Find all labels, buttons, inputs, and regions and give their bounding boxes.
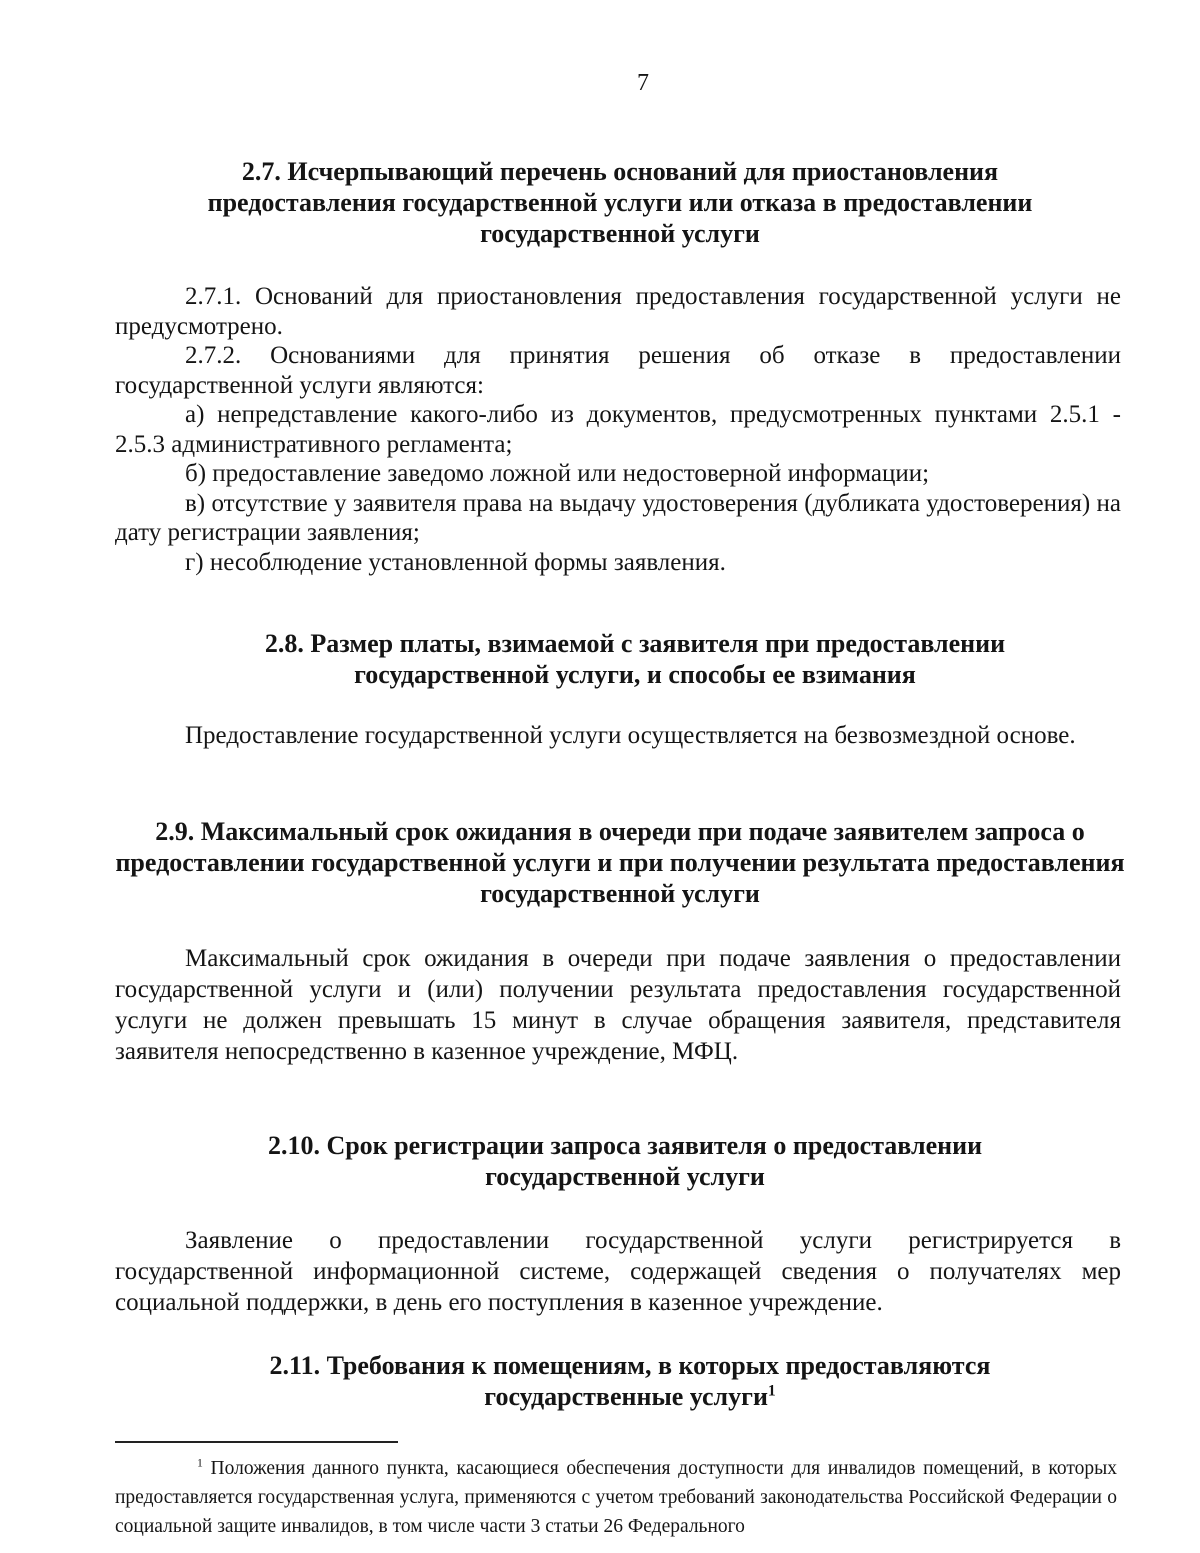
list-item-b: б) предоставление заведомо ложной или недостоверной информации;: [185, 460, 930, 487]
footnote-reference[interactable]: 1: [767, 1382, 776, 1400]
paragraph-2-10: Заявление о предоставлении государственной услуги регистрируется в государственной информационной системе, содержащей сведения о получателях мер социальной поддержки, в день его поступления в казенное учреждение.: [115, 1227, 1121, 1316]
section-2-7-heading: 2.7. Исчерпывающий перечень оснований для приостановления предоставления государственной услуги или отказа в предоставлении государственной услуги: [207, 157, 1033, 248]
section-2-10-heading: 2.10. Срок регистрации запроса заявителя о предоставлении государственной услуги: [267, 1131, 983, 1191]
section-2-11-title: 2.11. Требования к помещениям, в которых предоставляются государственные услуги: [269, 1351, 991, 1411]
list-item-g: г) несоблюдение установленной формы заявления.: [185, 548, 726, 576]
section-2-10-body: [115, 1225, 1121, 1318]
footnote-divider: [115, 1441, 398, 1443]
footnote: [115, 1454, 1117, 1541]
list-item-a: а) непредставление какого-либо из документов, предусмотренных пунктами 2.5.1 - 2.5.3 административного регламента;: [115, 401, 1121, 458]
footnote-text: Положения данного пункта, касающиеся обеспечения доступности для инвалидов помещений, в которых предоставляется государственная услуга, применяются с учетом требований законодательства Российской Федерации о социальной защите инвалидов, в том числе части 3 статьи 26 Федерального: [115, 1458, 1117, 1537]
paragraph-2-8: Предоставление государственной услуги осуществляется на безвозмездной основе.: [185, 722, 1076, 749]
section-2-8-body: [115, 721, 1121, 751]
paragraph-2-9: Максимальный срок ожидания в очереди при подаче заявления о предоставлении государственной услуги и (или) получении результата предоставления государственной услуги не должен превышать 15 минут в случае обращения заявителя, представителя заявителя непосредственно в казенное учреждение, МФЦ.: [115, 945, 1121, 1065]
section-2-7-body: [115, 282, 1121, 577]
section-2-9-heading: 2.9. Максимальный срок ожидания в очереди при подаче заявителем запроса о предоставлении государственной услуги и при получении результата предоставления государственной услуги: [115, 817, 1125, 908]
section-2-11-heading: [220, 1350, 1040, 1412]
section-2-9-body: [115, 943, 1121, 1067]
paragraph-2-7-1: 2.7.1. Оснований для приостановления предоставления государственной услуги не предусмотрено.: [115, 283, 1121, 340]
list-item-v: в) отсутствие у заявителя права на выдачу удостоверения (дубликата удостоверения) на дату регистрации заявления;: [115, 489, 1121, 546]
paragraph-2-7-2: 2.7.2. Основаниями для принятия решения об отказе в предоставлении государственной услуги являются:: [115, 342, 1121, 399]
section-2-8-heading: 2.8. Размер платы, взимаемой с заявителя при предоставлении государственной услуги, и способы ее взимания: [264, 629, 1006, 689]
page-number: 7: [637, 70, 649, 96]
footnote-marker: 1: [197, 1456, 203, 1470]
